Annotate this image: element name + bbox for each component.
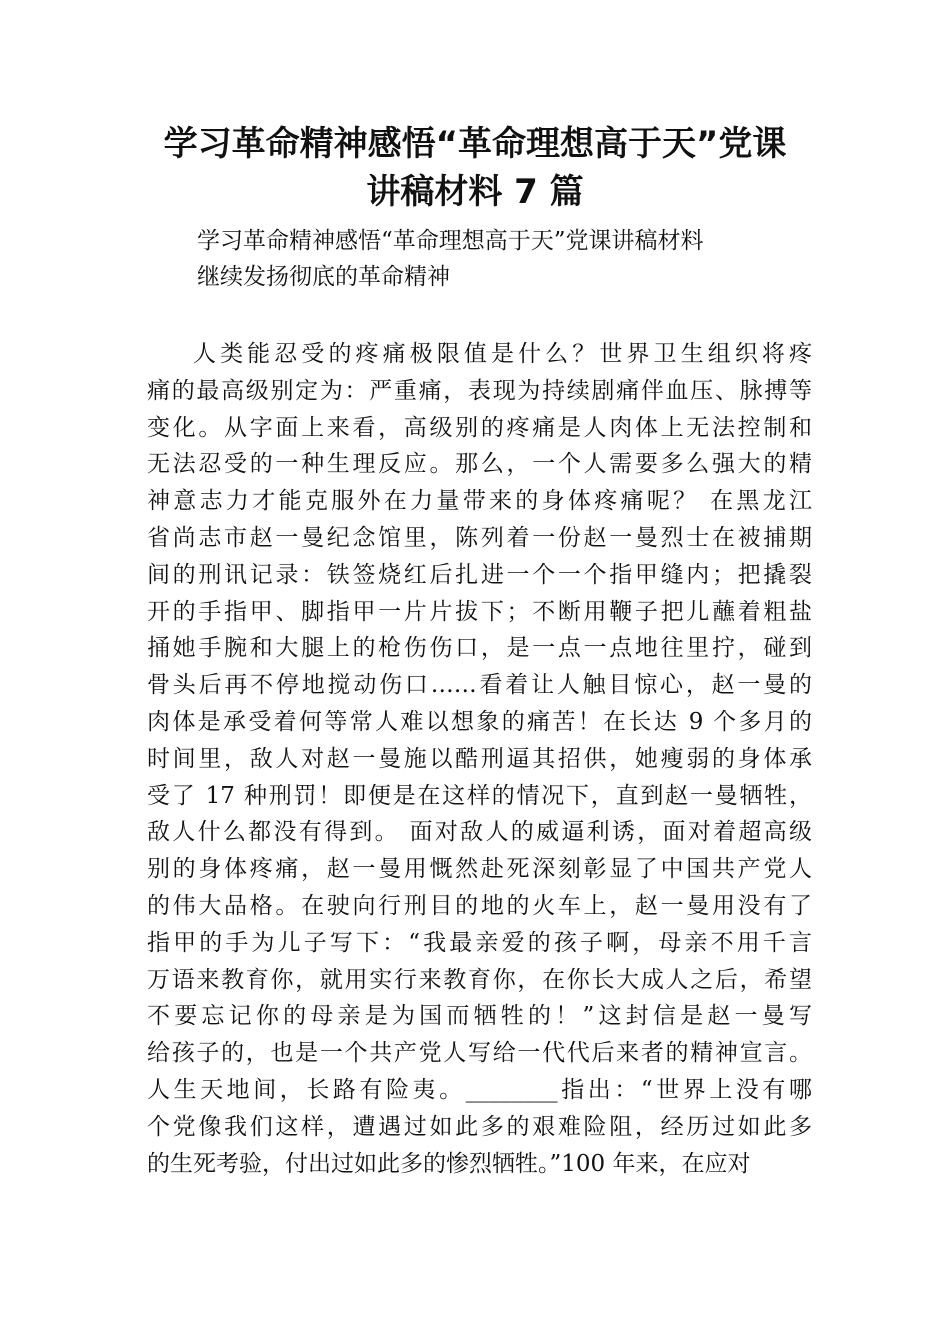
body-line: 无法忍受的一种生理反应。那么，一个人需要多么强大的精 <box>147 451 812 478</box>
body-line: 时间里，敌人对赵一曼施以酷刑逼其招供，她瘦弱的身体承 <box>147 745 812 772</box>
body-line: 给孩子的，也是一个共产党人写给一代代后来者的精神宣言。 <box>147 1040 812 1067</box>
body-line: 痛的最高级别定为：严重痛，表现为持续剧痛伴血压、脉搏等 <box>147 377 812 404</box>
body-line: 个党像我们这样，遭遇过如此多的艰难险阻，经历过如此多 <box>147 1113 812 1140</box>
body-line: 的伟大品格。在驶向行刑目的地的火车上，赵一曼用没有了 <box>147 892 812 919</box>
body-line: 变化。从字面上来看，高级别的疼痛是人肉体上无法控制和 <box>147 414 812 441</box>
body-line: 人类能忍受的疼痛极限值是什么？世界卫生组织将疼 <box>193 341 812 367</box>
body-line: 受了 17 种刑罚！即便是在这样的情况下，直到赵一曼牺牲， <box>147 782 812 809</box>
body-line: 肉体是承受着何等常人难以想象的痛苦！在长达 9 个多月的 <box>147 708 812 735</box>
body-line: 人生天地间，长路有险夷。________指出：“世界上没有哪 <box>147 1076 812 1103</box>
document-title-line-2: 讲稿材料 7 篇 <box>366 172 584 212</box>
body-line: 敌人什么都没有得到。 面对敌人的威逼利诱，面对着超高级 <box>147 819 812 846</box>
body-line: 神意志力才能克服外在力量带来的身体疼痛呢？ 在黑龙江 <box>147 488 812 515</box>
body-line: 不要忘记你的母亲是为国而牺牲的！”这封信是赵一曼写 <box>147 1003 812 1030</box>
body-line: 开的手指甲、脚指甲一片片拔下；不断用鞭子把儿蘸着粗盐 <box>147 598 812 625</box>
body-line: 间的刑讯记录：铁签烧红后扎进一个一个指甲缝内；把撬裂 <box>147 561 812 588</box>
document-title-line-1: 学习革命精神感悟“革命理想高于天”党课 <box>163 124 787 164</box>
body-line: 的生死考验，付出过如此多的惨烈牺牲。”100 年来，在应对 <box>147 1150 751 1177</box>
body-line: 捅她手腕和大腿上的枪伤伤口，是一点一点地往里拧，碰到 <box>147 635 812 662</box>
body-line: 省尚志市赵一曼纪念馆里，陈列着一份赵一曼烈士在被捕期 <box>147 524 812 551</box>
body-line: 万语来教育你，就用实行来教育你，在你长大成人之后，希望 <box>147 966 812 993</box>
body-line: 指甲的手为儿子写下：“我最亲爱的孩子啊，母亲不用千言 <box>147 929 812 956</box>
body-line: 别的身体疼痛，赵一曼用慨然赴死深刻彰显了中国共产党人 <box>147 856 812 883</box>
document-subtitle-line-2: 继续发扬彻底的革命精神 <box>197 264 450 290</box>
document-body <box>147 336 812 1182</box>
body-line: 骨头后再不停地搅动伤口……看着让人触目惊心，赵一曼的 <box>147 672 812 699</box>
document-subtitle-line-1: 学习革命精神感悟“革命理想高于天”党课讲稿材料 <box>197 228 704 254</box>
